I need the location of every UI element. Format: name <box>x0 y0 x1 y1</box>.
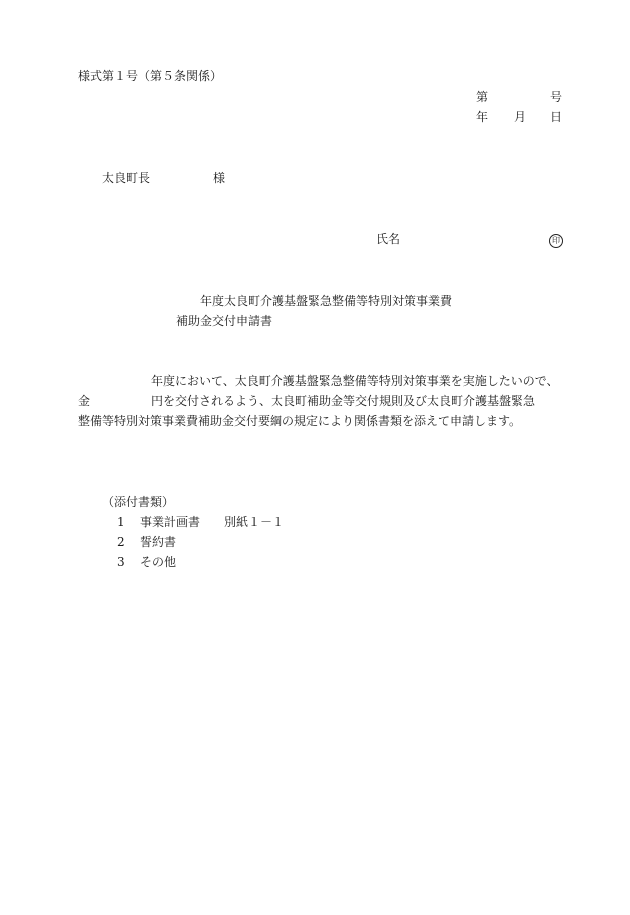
attachment-item-num: 1 <box>117 515 125 529</box>
date-month: 月 <box>514 110 527 124</box>
body-line2-prefix: 金 <box>78 394 91 408</box>
attachment-item-label: 誓約書 <box>140 535 177 549</box>
addressee-title: 太良町長 <box>102 171 151 185</box>
attachment-item-label: 事業計画書 <box>140 515 201 529</box>
attachment-item-note: 別紙１－１ <box>224 515 285 529</box>
attachments-heading: （添付書類） <box>102 495 175 509</box>
body-line1: 年度において、太良町介護基盤緊急整備等特別対策事業を実施したいので、 <box>151 374 559 388</box>
document-title-line1: 年度太良町介護基盤緊急整備等特別対策事業費 <box>200 294 453 308</box>
attachment-item-num: 3 <box>117 555 125 569</box>
document-title-line2: 補助金交付申請書 <box>176 314 273 328</box>
attachment-item-label: その他 <box>140 555 177 569</box>
seal-mark <box>549 231 563 248</box>
seal-icon: 印 <box>549 234 563 248</box>
form-label: 様式第１号（第５条関係） <box>78 69 223 83</box>
addressee-honorific: 様 <box>213 171 226 185</box>
date-day: 日 <box>550 110 563 124</box>
body-line2-rest: 円を交付されるよう、太良町補助金等交付規則及び太良町介護基盤緊急 <box>151 394 536 408</box>
doc-number-suffix: 号 <box>550 90 563 104</box>
applicant-name-label: 氏名 <box>376 232 401 246</box>
body-line3: 整備等特別対策事業費補助金交付要綱の規定により関係書類を添えて申請します。 <box>78 414 522 428</box>
date-year: 年 <box>476 110 489 124</box>
doc-number-prefix: 第 <box>476 90 489 104</box>
attachment-item-num: 2 <box>117 535 125 549</box>
